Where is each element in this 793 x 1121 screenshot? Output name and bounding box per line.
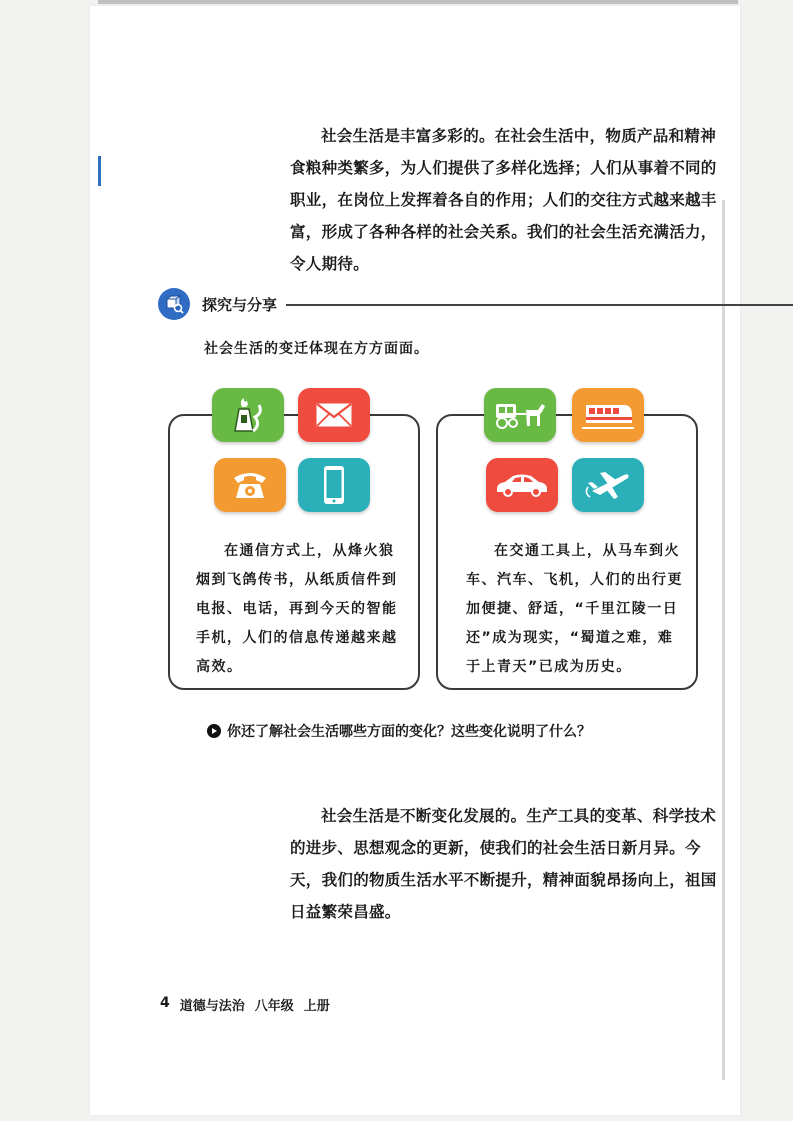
grade-label: 八年级 — [254, 999, 294, 1014]
transport-text: 在交通工具上，从马车到火车、汽车、飞机，人们的出行更加便捷、舒适，“千里江陵一日还”成为现实，“蜀道之难，难于上青天”已成为历史。 — [466, 543, 683, 675]
magnifier-cube-icon — [158, 288, 190, 320]
telephone-icon — [214, 458, 286, 512]
envelope-icon — [298, 388, 370, 442]
page-footer — [160, 995, 330, 1014]
play-icon — [207, 724, 221, 738]
discussion-question — [207, 721, 591, 741]
communication-text: 在通信方式上，从烽火狼烟到飞鸽传书，从纸质信件到电报、电话，再到今天的智能手机，人们的信息传递越来越高效。 — [196, 543, 398, 675]
car-icon — [486, 458, 558, 512]
paragraph-social-life-changing: 社会生活是不断变化发展的。生产工具的变革、科学技术的进步、思想观念的更新，使我们的社会生活日新月异。今天，我们的物质生活水平不断提升，精神面貌昂扬向上，祖国日益繁荣昌盛。 — [290, 807, 717, 921]
beacon-tower-icon — [212, 388, 284, 442]
page-right-edge — [722, 200, 725, 1080]
train-icon — [572, 388, 644, 442]
page-top-edge — [98, 0, 738, 4]
smartphone-icon — [298, 458, 370, 512]
paragraph-social-life-rich: 社会生活是丰富多彩的。在社会生活中，物质产品和精神食粮种类繁多，为人们提供了多样化选择；人们从事着不同的职业，在岗位上发挥着各自的作用；人们的交往方式越来越丰富，形成了各种各样的社会关系。我们的社会生活充满活力，令人期待。 — [290, 127, 717, 273]
page-number: 4 — [160, 995, 170, 1011]
airplane-icon — [572, 458, 644, 512]
section-header — [158, 288, 678, 324]
section-divider — [286, 304, 793, 306]
question-text: 你还了解社会生活哪些方面的变化？这些变化说明了什么？ — [227, 724, 591, 740]
horse-carriage-icon — [484, 388, 556, 442]
margin-mark — [98, 156, 101, 186]
section-title: 探究与分享 — [202, 296, 278, 314]
intro-text: 社会生活的变迁体现在方方面面。 — [204, 341, 429, 357]
book-title: 道德与法治 — [179, 999, 245, 1014]
volume-label: 上册 — [303, 999, 330, 1014]
